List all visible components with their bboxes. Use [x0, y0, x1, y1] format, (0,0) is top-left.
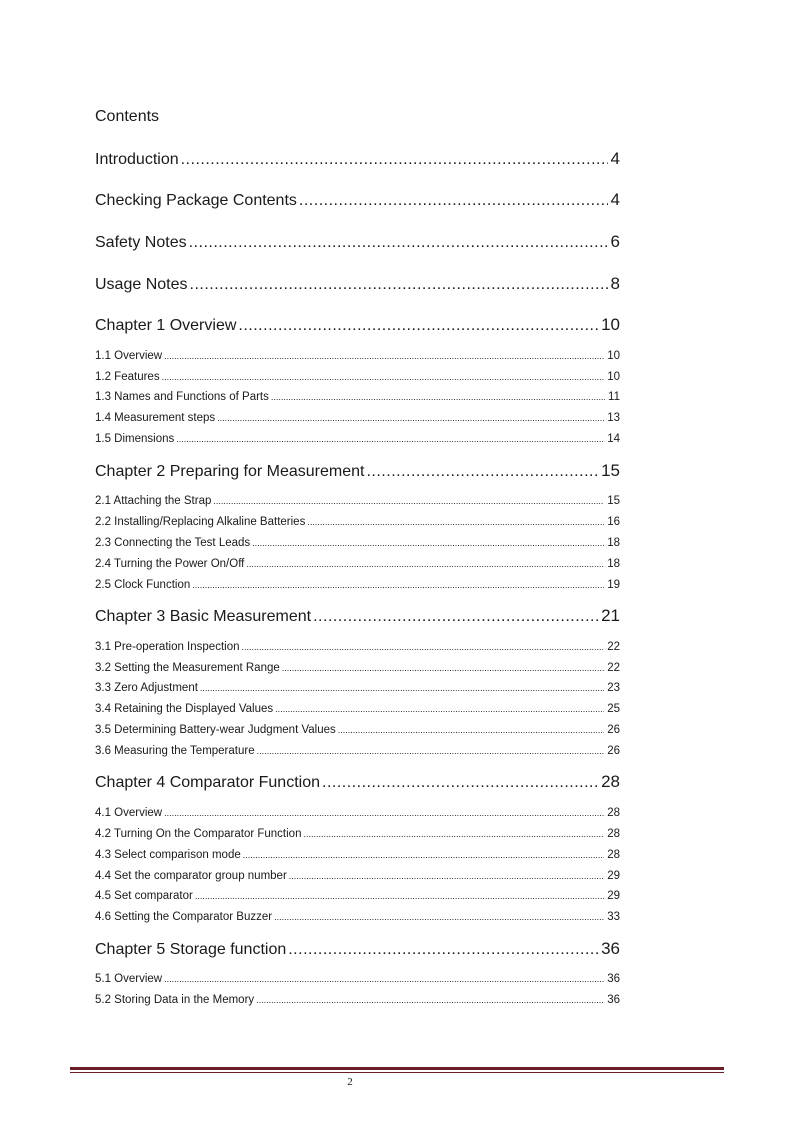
toc-entry-title: 1.1 Overview — [95, 350, 163, 362]
toc-entry-title: 4.1 Overview — [95, 807, 163, 819]
toc-entry-page: 22 — [607, 641, 620, 653]
toc-dot-leader — [176, 431, 604, 447]
toc-entry-title: 1.3 Names and Functions of Parts — [95, 391, 269, 403]
toc-entry-page: 14 — [607, 433, 620, 445]
toc-entry-page: 15 — [601, 461, 620, 480]
toc-chapter-entry[interactable] — [95, 771, 620, 793]
toc-entry-page: 10 — [607, 371, 620, 383]
toc-chapter-entry[interactable] — [95, 314, 620, 336]
toc-dot-leader — [366, 461, 598, 483]
toc-entry-page: 28 — [607, 828, 620, 840]
toc-entry-title: 2.4 Turning the Power On/Off — [95, 558, 245, 570]
toc-entry-title: 1.4 Measurement steps — [95, 412, 216, 424]
toc-entry-page: 11 — [608, 391, 620, 403]
toc-dot-leader — [164, 971, 604, 987]
toc-entry-title: 5.1 Overview — [95, 973, 163, 985]
toc-chapter-entry[interactable] — [95, 189, 620, 211]
toc-entry-title: 3.2 Setting the Measurement Range — [95, 662, 280, 674]
toc-dot-leader — [282, 660, 604, 676]
toc-section-entry[interactable] — [95, 389, 620, 405]
toc-entry-page: 16 — [607, 516, 620, 528]
page-title: Contents — [95, 108, 160, 125]
toc-entry-title: 4.4 Set the comparator group number — [95, 870, 287, 882]
toc-entry-page: 29 — [607, 890, 620, 902]
toc-entry-page: 8 — [610, 274, 620, 293]
toc-dot-leader — [275, 701, 604, 717]
toc-dot-leader — [303, 826, 604, 842]
toc-entry-title: 2.1 Attaching the Strap — [95, 495, 212, 507]
toc-entry-title: Usage Notes — [95, 276, 188, 293]
toc-dot-leader — [307, 514, 604, 530]
toc-entry-title: 4.6 Setting the Comparator Buzzer — [95, 911, 273, 923]
toc-chapter-entry[interactable] — [95, 231, 620, 253]
toc-entry-title: 2.5 Clock Function — [95, 579, 191, 591]
toc-section-entry[interactable] — [95, 826, 620, 842]
toc-dot-leader — [192, 577, 604, 593]
toc-dot-leader — [288, 939, 598, 961]
toc-entry-page: 28 — [607, 807, 620, 819]
toc-section-entry[interactable] — [95, 992, 620, 1008]
toc-entry-title: Safety Notes — [95, 234, 187, 251]
toc-dot-leader — [164, 805, 604, 821]
toc-section-entry[interactable] — [95, 639, 620, 655]
toc-section-entry[interactable] — [95, 701, 620, 717]
toc-section-entry[interactable] — [95, 660, 620, 676]
toc-entry-page: 10 — [607, 350, 620, 362]
toc-dot-leader — [257, 743, 605, 759]
toc-entry-title: 5.2 Storing Data in the Memory — [95, 994, 255, 1006]
toc-entry-page: 25 — [607, 703, 620, 715]
toc-dot-leader — [217, 410, 604, 426]
toc-dot-leader — [164, 348, 604, 364]
toc-entry-page: 26 — [607, 745, 620, 757]
toc-entry-page: 18 — [607, 558, 620, 570]
toc-entry-page: 36 — [607, 994, 620, 1006]
toc-entry-title: 4.5 Set comparator — [95, 890, 193, 902]
toc-entry-page: 28 — [601, 772, 620, 791]
toc-dot-leader — [313, 606, 598, 628]
toc-section-entry[interactable] — [95, 410, 620, 426]
toc-chapter-entry[interactable] — [95, 273, 620, 295]
toc-entry-title: Chapter 4 Comparator Function — [95, 774, 320, 791]
toc-entry-page: 10 — [601, 315, 620, 334]
toc-section-entry[interactable] — [95, 868, 620, 884]
toc-dot-leader — [243, 847, 604, 863]
toc-dot-leader — [200, 680, 604, 696]
toc-dot-leader — [241, 639, 604, 655]
footer-rule — [70, 1067, 724, 1070]
toc-section-entry[interactable] — [95, 535, 620, 551]
toc-section-entry[interactable] — [95, 514, 620, 530]
toc-dot-leader — [181, 149, 608, 171]
toc-entry-title: 2.2 Installing/Replacing Alkaline Batteries — [95, 516, 306, 528]
toc-chapter-entry[interactable] — [95, 605, 620, 627]
toc-entry-page: 15 — [607, 495, 620, 507]
toc-section-entry[interactable] — [95, 369, 620, 385]
toc-dot-leader — [252, 535, 604, 551]
toc-dot-leader — [274, 909, 604, 925]
toc-entry-title: 4.2 Turning On the Comparator Function — [95, 828, 302, 840]
toc-entry-page: 21 — [601, 606, 620, 625]
toc-dot-leader — [190, 274, 608, 296]
toc-entry-page: 33 — [607, 911, 620, 923]
toc-dot-leader — [322, 772, 598, 794]
toc-entry-title: 1.5 Dimensions — [95, 433, 175, 445]
toc-entry-title: Chapter 2 Preparing for Measurement — [95, 463, 365, 480]
toc-section-entry[interactable] — [95, 971, 620, 987]
toc-section-entry[interactable] — [95, 805, 620, 821]
toc-entry-title: Chapter 1 Overview — [95, 317, 237, 334]
toc-section-entry[interactable] — [95, 556, 620, 572]
toc-dot-leader — [195, 888, 604, 904]
footer-rule-thin — [70, 1072, 724, 1073]
toc-section-entry[interactable] — [95, 680, 620, 696]
toc-entry-title: 3.4 Retaining the Displayed Values — [95, 703, 274, 715]
toc-entry-title: Checking Package Contents — [95, 192, 297, 209]
toc-entry-title: 4.3 Select comparison mode — [95, 849, 241, 861]
toc-section-entry[interactable] — [95, 743, 620, 759]
toc-dot-leader — [289, 868, 604, 884]
toc-entry-page: 36 — [601, 939, 620, 958]
toc-section-entry[interactable] — [95, 431, 620, 447]
toc-entry-page: 13 — [607, 412, 620, 424]
toc-entry-title: 1.2 Features — [95, 371, 160, 383]
toc-entry-title: 3.3 Zero Adjustment — [95, 682, 198, 694]
toc-dot-leader — [271, 389, 605, 405]
toc-entry-page: 23 — [607, 682, 620, 694]
toc-entry-title: Chapter 5 Storage function — [95, 941, 287, 958]
toc-entry-page: 4 — [610, 149, 620, 168]
toc-dot-leader — [162, 369, 605, 385]
toc-entry-page: 19 — [607, 579, 620, 591]
toc-entry-page: 18 — [607, 537, 620, 549]
page-number: 2 — [347, 1076, 353, 1088]
toc-dot-leader — [238, 315, 598, 337]
toc-entry-page: 22 — [607, 662, 620, 674]
toc-dot-leader — [246, 556, 604, 572]
toc-entry-title: 2.3 Connecting the Test Leads — [95, 537, 251, 549]
toc-section-entry[interactable] — [95, 577, 620, 593]
toc-dot-leader — [189, 232, 608, 254]
toc-section-entry[interactable] — [95, 847, 620, 863]
toc-entry-page: 26 — [607, 724, 620, 736]
toc-dot-leader — [256, 992, 604, 1008]
toc-dot-leader — [299, 190, 608, 212]
toc-entry-page: 28 — [607, 849, 620, 861]
toc-entry-page: 29 — [607, 870, 620, 882]
toc-chapter-entry[interactable] — [95, 460, 620, 482]
toc-entry-title: Introduction — [95, 151, 179, 168]
toc-section-entry[interactable] — [95, 722, 620, 738]
toc-section-entry[interactable] — [95, 888, 620, 904]
toc-section-entry[interactable] — [95, 348, 620, 364]
toc-chapter-entry[interactable] — [95, 938, 620, 960]
toc-entry-title: Chapter 3 Basic Measurement — [95, 608, 312, 625]
toc-entry-title: 3.1 Pre-operation Inspection — [95, 641, 240, 653]
toc-dot-leader — [213, 493, 604, 509]
toc-dot-leader — [338, 722, 604, 738]
toc-entry-title: 3.5 Determining Battery-wear Judgment Values — [95, 724, 336, 736]
toc-entry-page: 36 — [607, 973, 620, 985]
toc-section-entry[interactable] — [95, 909, 620, 925]
toc-entry-page: 4 — [610, 190, 620, 209]
toc-chapter-entry[interactable] — [95, 148, 620, 170]
toc-entry-page: 6 — [610, 232, 620, 251]
toc-section-entry[interactable] — [95, 493, 620, 509]
toc-entry-title: 3.6 Measuring the Temperature — [95, 745, 255, 757]
